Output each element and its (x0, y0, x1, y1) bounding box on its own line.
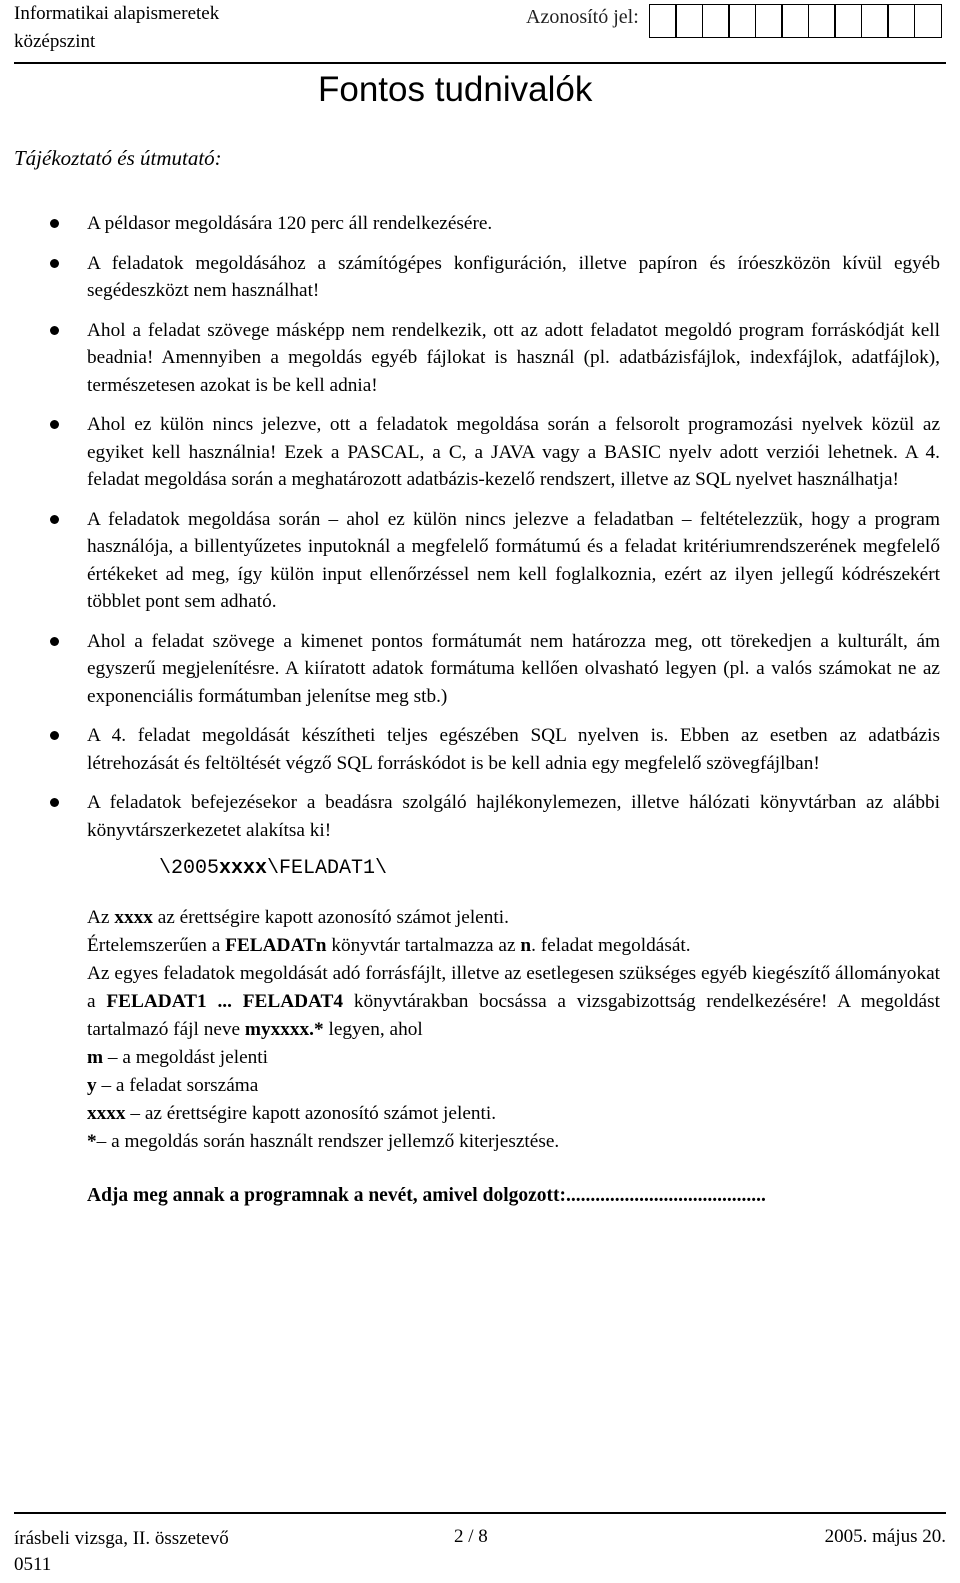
list-item-text: A 4. feladat megoldását készítheti teljes egészében SQL nyelven is. Ebben az esetben az adatbázis létrehozását és feltöltését végző SQL forráskódot is be kell adnia egy megfelelő szövegfájlban! (87, 725, 940, 774)
text: – a megoldás során használt rendszer jellemző kiterjesztése. (96, 1131, 560, 1152)
list-item (50, 506, 940, 616)
text: – a megoldást jelenti (103, 1047, 268, 1068)
text: Az (87, 907, 115, 928)
text: – az érettségire kapott azonosító számot jelenti. (125, 1103, 497, 1124)
bold-text: FELADAT1 ... FELADAT4 (106, 991, 344, 1012)
page-number: 2 / 8 (454, 1526, 488, 1547)
exam-date: 2005. május 20. (824, 1526, 946, 1547)
legend-y (87, 1072, 940, 1100)
program-name-prompt[interactable]: Adja meg annak a programnak a nevét, amivel dolgozott:......................................... (87, 1185, 766, 1206)
subject-line-2: középszint (14, 31, 96, 52)
instruction-list (50, 210, 940, 1222)
bold-text: xxxx (114, 907, 153, 928)
list-item (50, 628, 940, 711)
id-boxes (650, 4, 942, 38)
list-item (50, 411, 940, 494)
line-folder-meaning (87, 932, 940, 960)
bullet-icon (50, 259, 59, 268)
id-box[interactable] (781, 4, 809, 38)
list-item-text: A példasor megoldására 120 perc áll rendelkezésére. (87, 213, 493, 234)
text: Az egyes feladatok megoldását adó forrásfájlt, illetve az esetlegesen szükséges egyéb kiegészítő állományokat a (87, 963, 940, 1012)
footer-code: 0511 (14, 1554, 52, 1575)
path-id: xxxx (219, 857, 268, 880)
directory-path (159, 856, 940, 882)
list-item-text: A feladatok befejezésekor a beadásra szolgáló hajlékonylemezen, illetve hálózati könyvtárban az alábbi könyvtárszerkezetet alakítsa ki! (87, 792, 940, 841)
bold-text: xxxx (87, 1103, 126, 1124)
list-item-text: Ahol a feladat szövege a kimenet pontos formátumát nem határozza meg, ott törekedjen a kulturált, ám egyszerű megjelenítésre. A kiíratott adatok formátuma kellően olvasható legyen (pl. a valós számokat ne az exponenciális formátumban jelenítse meg stb.) (87, 630, 940, 707)
page-footer (14, 1512, 946, 1575)
list-item-text: Ahol ez külön nincs jelezve, ott a feladatok megoldása során a felsorolt programozási nyelvek közül az egyiket kell használnia! Ezek a PASCAL, a C, a JAVA vagy a BASIC nyelv adott verziói lehetnek. A 4. feladat megoldása során a meghatározott adatbázis-kezelő rendszert, illetve az SQL nyelvet használhatja! (87, 414, 940, 490)
id-box[interactable] (914, 4, 942, 38)
text: könyvtárakban bocsássa a vizsgabizottság rendelkezésére! A megoldást tartalmazó fájl neve (87, 991, 940, 1040)
page-title: Fontos tudnivalók (318, 70, 593, 109)
text: – a feladat sorszáma (96, 1075, 259, 1096)
legend-m (87, 1044, 940, 1072)
bullet-icon (50, 515, 59, 524)
id-label: Azonosító jel: (526, 6, 639, 28)
text: az érettségire kapott azonosító számot jelenti. (152, 907, 509, 928)
bold-text: * (87, 1131, 97, 1152)
id-box[interactable] (834, 4, 862, 38)
bold-text: y (87, 1075, 97, 1096)
bold-text: n (520, 935, 532, 956)
id-box[interactable] (702, 4, 730, 38)
bullet-icon (50, 420, 59, 429)
path-suffix: \FELADAT1\ (267, 857, 388, 880)
path-prefix: \2005 (159, 857, 220, 880)
footer-exam-part: írásbeli vizsga, II. összetevő (14, 1528, 229, 1549)
list-item (50, 250, 940, 305)
footer-exam-info (14, 1526, 229, 1578)
id-box[interactable] (728, 4, 756, 38)
bullet-icon (50, 219, 59, 228)
subject-label (14, 0, 219, 56)
text: Értelemszerűen a (87, 935, 226, 956)
id-box[interactable] (887, 4, 915, 38)
list-item (50, 210, 940, 238)
legend-star (87, 1128, 940, 1156)
guide-heading: Tájékoztató és útmutató: (14, 146, 222, 170)
id-box[interactable] (755, 4, 783, 38)
bold-text: FELADATn (225, 935, 327, 956)
bullet-icon (50, 326, 59, 335)
list-item (50, 317, 940, 400)
id-box[interactable] (675, 4, 703, 38)
page-header (14, 0, 946, 64)
legend-xxxx (87, 1100, 940, 1128)
id-box[interactable] (861, 4, 889, 38)
bullet-icon (50, 731, 59, 740)
text: . feladat megoldását. (531, 935, 691, 956)
list-item (50, 722, 940, 777)
subject-line-1: Informatikai alapismeretek (14, 3, 220, 24)
line-files (87, 960, 940, 1044)
text: legyen, ahol (323, 1019, 423, 1040)
naming-explanation (87, 904, 940, 1210)
id-box[interactable] (649, 4, 677, 38)
id-box[interactable] (808, 4, 836, 38)
text: könyvtár tartalmazza az (326, 935, 521, 956)
bullet-icon (50, 798, 59, 807)
list-item-text: A feladatok megoldása során – ahol ez külön nincs jelezve a feladatban – feltételezzük, hogy a program használója, a billentyűzetes inputoknál a megfelelő formátumú és a feladat kritériumrendszerének megfelelő értékeket ad meg, így külön input ellenőrzéssel nem kell foglalkoznia, ezért az ilyen jellegű kódrészekért többlet pont sem adható. (87, 508, 940, 612)
list-item-text: Ahol a feladat szövege másképp nem rendelkezik, ott az adott feladatot megoldó program forráskódját kell beadnia! Amennyiben a megoldás egyéb fájlokat is használ (pl. adatbázisfájlok, indexfájlok, adatfájlok), természetesen azokat is be kell adnia! (87, 319, 940, 396)
bold-text: myxxxx.* (244, 1019, 324, 1040)
line-id-meaning (87, 904, 940, 932)
list-item-text: A feladatok megoldásához a számítógépes konfiguráción, illetve papíron és íróeszközön kívül egyéb segédeszközt nem használhat! (87, 252, 940, 301)
list-item (50, 789, 940, 1210)
bullet-icon (50, 637, 59, 646)
bold-text: m (87, 1047, 104, 1068)
